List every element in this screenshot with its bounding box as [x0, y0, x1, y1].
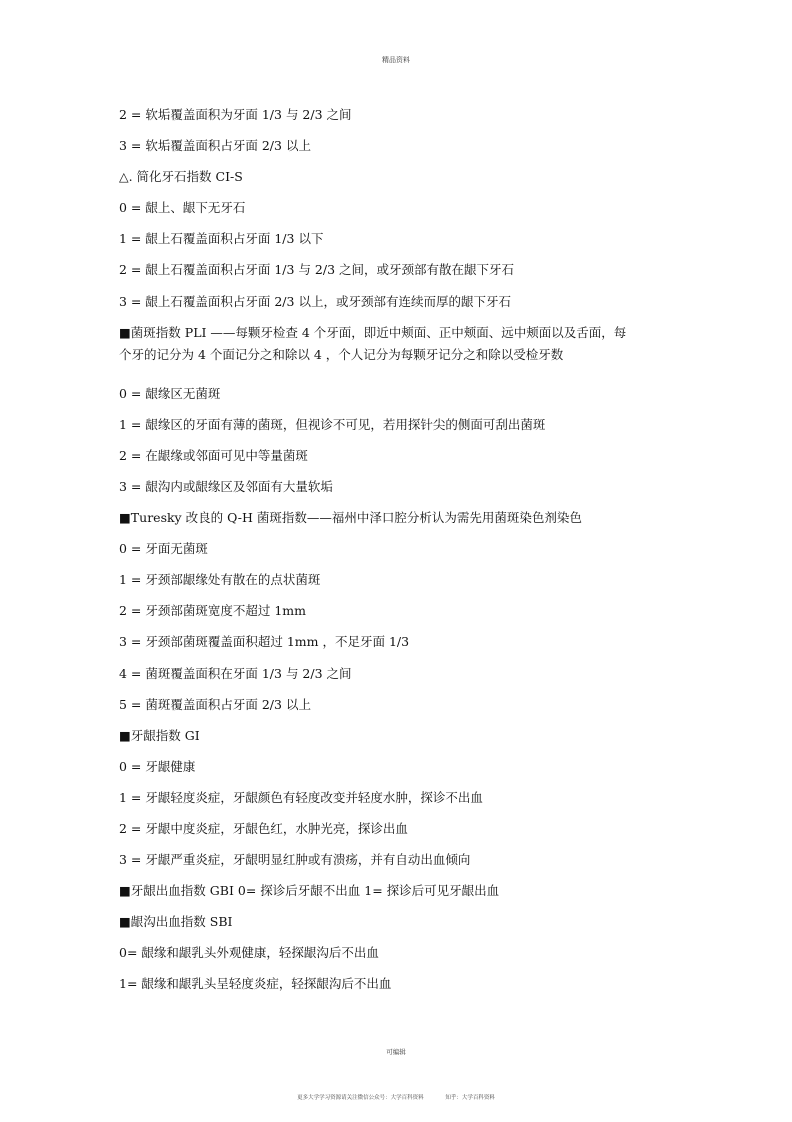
text-line: 3 = 牙龈严重炎症，牙龈明显红肿或有溃疡，并有自动出血倾向 [119, 852, 471, 868]
text-line: 0 = 牙龈健康 [119, 758, 196, 774]
text-line: 5 = 菌斑覆盖面积占牙面 2/3 以上 [119, 696, 311, 712]
text-line: 1 = 牙龈轻度炎症，牙龈颜色有轻度改变并轻度水肿，探诊不出血 [119, 789, 483, 805]
text-line: 0 = 龈缘区无菌斑 [119, 385, 221, 401]
text-line: 3 = 龈上石覆盖面积占牙面 2/3 以上，或牙颈部有连续而厚的龈下牙石 [119, 293, 511, 309]
text-line: 3 = 牙颈部菌斑覆盖面积超过 1mm ，不足牙面 1/3 [119, 634, 410, 650]
text-line: 2 = 牙颈部菌斑宽度不超过 1mm [119, 603, 307, 619]
text-line: 3 = 龈沟内或龈缘区及邻面有大量软垢 [119, 478, 333, 494]
text-line: 1= 龈缘和龈乳头呈轻度炎症，轻探龈沟后不出血 [119, 976, 392, 992]
text-line: 2 = 在龈缘或邻面可见中等量菌斑 [119, 447, 308, 463]
text-line: 3 = 软垢覆盖面积占牙面 2/3 以上 [119, 138, 311, 154]
text-line: 4 = 菌斑覆盖面积在牙面 1/3 与 2/3 之间 [119, 665, 352, 681]
text-line: 1 = 牙颈部龈缘处有散在的点状菌斑 [119, 572, 321, 588]
page-footer-label: 可编辑 [386, 1048, 406, 1056]
text-line: ■牙龈指数 GI [119, 727, 200, 743]
text-line: 0= 龈缘和龈乳头外观健康，轻探龈沟后不出血 [119, 945, 379, 961]
text-line: ■龈沟出血指数 SBI [119, 914, 233, 930]
document-body [119, 104, 679, 1005]
text-line: 0 = 龈上、龈下无牙石 [119, 200, 246, 216]
text-line: 0 = 牙面无菌斑 [119, 541, 208, 557]
text-line: ■Turesky 改良的 Q-H 菌斑指数——福州中泽口腔分析认为需先用菌斑染色剂染色 [119, 510, 582, 526]
text-line: 1 = 龈上石覆盖面积占牙面 1/3 以下 [119, 231, 324, 247]
text-line: △. 简化牙石指数 CI-S [119, 169, 243, 185]
text-line: ■牙龈出血指数 GBI 0= 探诊后牙龈不出血 1= 探诊后可见牙龈出血 [119, 883, 500, 899]
text-line: 2 = 软垢覆盖面积为牙面 1/3 与 2/3 之间 [119, 107, 352, 122]
footer-note-right: 知乎：大学百科资料 [445, 1095, 495, 1101]
text-line: 2 = 牙龈中度炎症，牙龈色红，水肿光亮，探诊出血 [119, 820, 408, 836]
page-footer-note [0, 1093, 792, 1101]
text-line: 个牙的记分为 4 个面记分之和除以 4 ，个人记分为每颗牙记分之和除以受检牙数 [119, 346, 564, 362]
text-line: ■菌斑指数 PLI ——每颗牙检查 4 个牙面，即近中颊面、正中颊面、远中颊面以及舌面，每 [119, 324, 627, 340]
text-line: 2 = 龈上石覆盖面积占牙面 1/3 与 2/3 之间，或牙颈部有散在龈下牙石 [119, 262, 515, 278]
text-line: 1 = 龈缘区的牙面有薄的菌斑，但视诊不可见，若用探针尖的侧面可刮出菌斑 [119, 416, 546, 432]
footer-note-left: 更多大学学习资源请关注微信公众号：大学百科资料 [297, 1095, 424, 1101]
page-header: 精品资料 [382, 56, 410, 64]
